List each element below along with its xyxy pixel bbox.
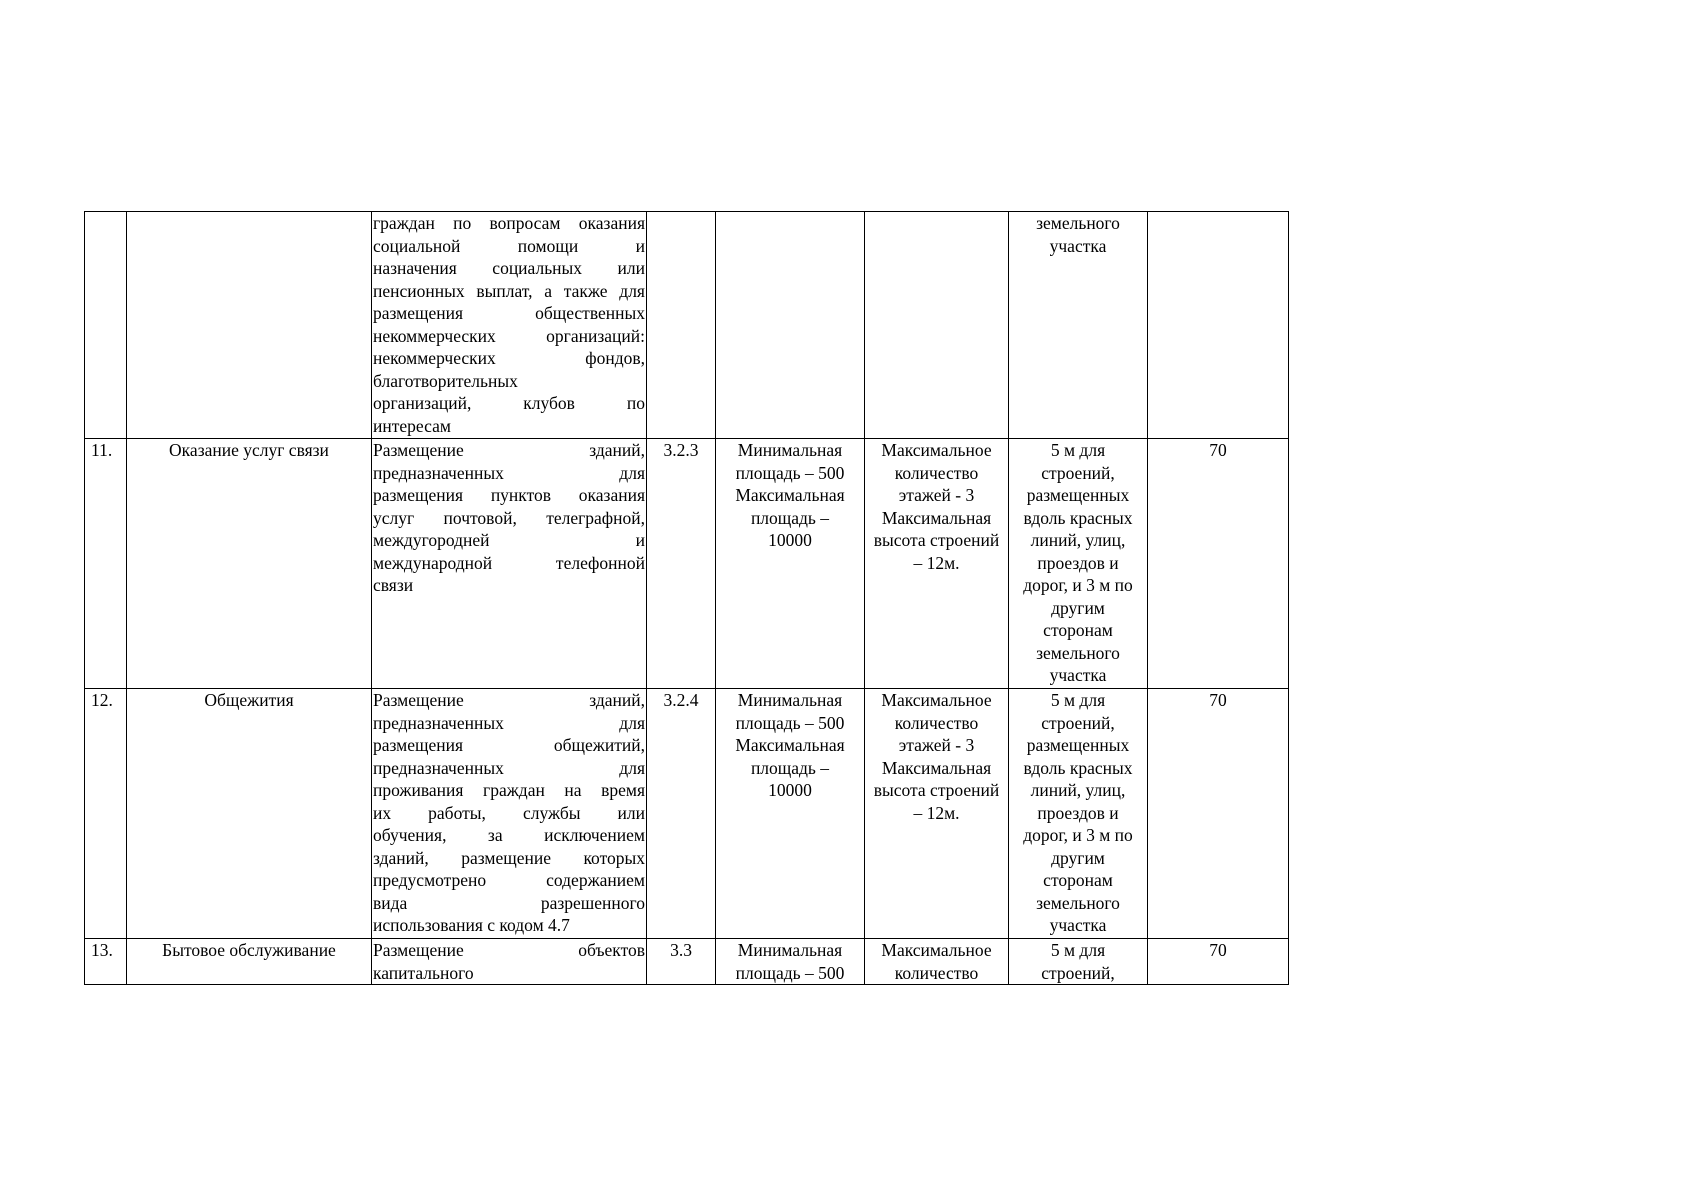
use-name-cell: Общежития	[127, 689, 372, 939]
area-cell	[716, 212, 865, 439]
description-line: предназначенных для	[373, 757, 645, 778]
area-cell	[716, 939, 865, 985]
description-line: назначения социальных или	[373, 258, 645, 278]
height-line: Максимальное	[881, 690, 992, 710]
height-cell	[865, 689, 1009, 939]
setback-cell	[1009, 212, 1148, 439]
description-line: предусмотрено содержанием	[373, 870, 645, 890]
percent-cell: 70	[1148, 939, 1289, 985]
area-line: площадь – 500	[735, 712, 845, 733]
description-line: зданий, размещение которых	[373, 847, 645, 868]
code-cell	[647, 212, 716, 439]
use-name-cell: Бытовое обслуживание	[127, 939, 372, 985]
setback-line: 5 м для	[1050, 940, 1106, 960]
setback-line: 5 м для	[1050, 440, 1106, 460]
area-line: Минимальная	[737, 690, 843, 710]
height-line: Максимальное	[881, 440, 992, 460]
use-name-cell	[127, 212, 372, 439]
height-line: этажей - 3	[898, 485, 975, 505]
description-cell	[372, 939, 647, 985]
height-line: этажей - 3	[898, 735, 975, 755]
setback-cell	[1009, 439, 1148, 689]
setback-line: дорог, и 3 м по	[1023, 825, 1133, 845]
setback-cell	[1009, 939, 1148, 985]
setback-line: строений,	[1041, 712, 1115, 733]
area-line: 10000	[768, 780, 812, 800]
description-line: обучения, за исключением	[373, 825, 645, 845]
area-line: Минимальная	[737, 440, 843, 460]
setback-line: строений,	[1041, 962, 1115, 983]
height-line: количество	[894, 712, 979, 733]
description-line: услуг почтовой, телеграфной,	[373, 507, 645, 528]
description-line: размещения общественных	[373, 303, 645, 323]
description-line: капитального	[373, 962, 474, 983]
description-line: использования с кодом 4.7	[373, 915, 570, 935]
use-name-cell: Оказание услуг связи	[127, 439, 372, 689]
setback-line: 5 м для	[1050, 690, 1106, 710]
area-line: площадь –	[750, 507, 830, 528]
description-line: граждан по вопросам оказания	[373, 213, 645, 233]
row-number-cell: 11.	[85, 439, 127, 689]
percent-cell: 70	[1148, 689, 1289, 939]
height-line: количество	[894, 962, 979, 983]
height-line: – 12м.	[913, 552, 960, 573]
area-line: Максимальная	[735, 485, 845, 505]
setback-line: проездов и	[1037, 552, 1119, 573]
description-line: Размещение зданий,	[373, 440, 645, 460]
description-line: Размещение зданий,	[373, 690, 645, 710]
description-line: их работы, службы или	[373, 802, 645, 823]
setback-line: линий, улиц,	[1030, 780, 1126, 800]
description-line: организаций, клубов по	[373, 393, 645, 413]
description-cell	[372, 689, 647, 939]
height-line: Максимальная	[881, 757, 992, 778]
height-line: Максимальная	[881, 507, 992, 528]
description-line: предназначенных для	[373, 712, 645, 733]
height-cell	[865, 939, 1009, 985]
setback-line: другим	[1051, 597, 1105, 618]
description-cell	[372, 212, 647, 439]
description-line: предназначенных для	[373, 462, 645, 483]
code-cell: 3.2.4	[647, 689, 716, 939]
setback-line: линий, улиц,	[1030, 530, 1126, 550]
description-line: некоммерческих фондов,	[373, 348, 645, 368]
setback-line: дорог, и 3 м по	[1023, 575, 1133, 595]
area-line: Максимальная	[735, 735, 845, 755]
setback-line: участка	[1049, 915, 1107, 935]
row-number-cell: 13.	[85, 939, 127, 985]
setback-cell	[1009, 689, 1148, 939]
height-cell	[865, 212, 1009, 439]
setback-line: проездов и	[1037, 802, 1119, 823]
setback-line: другим	[1051, 847, 1105, 868]
setback-line: земельного	[1036, 213, 1120, 233]
code-cell: 3.3	[647, 939, 716, 985]
height-line: высота строений	[873, 780, 1000, 800]
setback-line: земельного	[1036, 892, 1120, 913]
height-line: Максимальное	[881, 940, 992, 960]
setback-line: вдоль красных	[1023, 757, 1133, 778]
code-cell: 3.2.3	[647, 439, 716, 689]
setback-line: размещенных	[1026, 485, 1130, 505]
table-row	[85, 939, 1289, 985]
setback-line: участка	[1049, 235, 1107, 256]
row-number-cell	[85, 212, 127, 439]
height-line: высота строений	[873, 530, 1000, 550]
description-line: некоммерческих организаций:	[373, 325, 645, 346]
description-line: социальной помощи и	[373, 235, 645, 256]
setback-line: земельного	[1036, 642, 1120, 663]
table-row	[85, 439, 1289, 689]
description-line: Размещение объектов	[373, 940, 645, 960]
setback-line: строений,	[1041, 462, 1115, 483]
table-row	[85, 689, 1289, 939]
height-line: количество	[894, 462, 979, 483]
percent-cell	[1148, 212, 1289, 439]
description-cell	[372, 439, 647, 689]
description-line: пенсионных выплат, а также для	[373, 280, 645, 301]
setback-line: участка	[1049, 665, 1107, 685]
description-line: интересам	[373, 415, 451, 436]
area-line: Минимальная	[737, 940, 843, 960]
setback-line: вдоль красных	[1023, 507, 1133, 528]
area-cell	[716, 439, 865, 689]
table-row	[85, 212, 1289, 439]
height-line: – 12м.	[913, 802, 960, 823]
land-use-table	[84, 211, 1289, 985]
description-line: междугородней и	[373, 530, 645, 550]
description-line: связи	[373, 575, 414, 595]
description-line: размещения пунктов оказания	[373, 485, 645, 505]
setback-line: сторонам	[1043, 870, 1113, 890]
description-line: вида разрешенного	[373, 892, 645, 913]
row-number-cell: 12.	[85, 689, 127, 939]
setback-line: размещенных	[1026, 735, 1130, 755]
description-line: размещения общежитий,	[373, 735, 645, 755]
area-line: 10000	[768, 530, 812, 550]
description-line: проживания граждан на время	[373, 780, 645, 800]
area-line: площадь –	[750, 757, 830, 778]
area-line: площадь – 500	[735, 962, 845, 983]
area-cell	[716, 689, 865, 939]
height-cell	[865, 439, 1009, 689]
area-line: площадь – 500	[735, 462, 845, 483]
description-line: благотворительных	[373, 370, 518, 391]
setback-line: сторонам	[1043, 620, 1113, 640]
percent-cell: 70	[1148, 439, 1289, 689]
description-line: международной телефонной	[373, 552, 645, 573]
